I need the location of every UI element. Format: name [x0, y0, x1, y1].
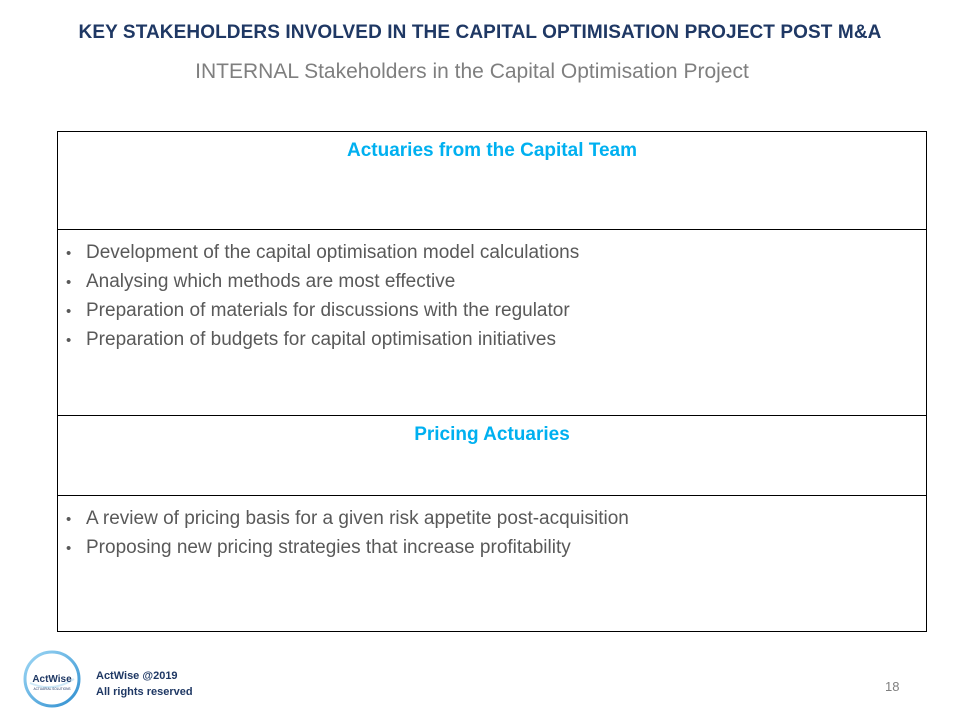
- footer-copyright-block: [96, 668, 193, 700]
- stakeholders-table: [57, 131, 927, 632]
- section-heading-cell: [58, 416, 927, 496]
- bullet-list: [58, 496, 926, 562]
- footer-rights: All rights reserved: [96, 686, 193, 698]
- section-heading-cell: [58, 132, 927, 230]
- list-item: [66, 238, 926, 267]
- list-item: [66, 267, 926, 296]
- section-body-cell: [58, 230, 927, 416]
- section-body-cell: [58, 496, 927, 632]
- slide-title: KEY STAKEHOLDERS INVOLVED IN THE CAPITAL OPTIMISATION PROJECT POST M&A: [78, 22, 882, 43]
- bullet-text: A review of pricing basis for a given risk appetite post-acquisition: [86, 508, 629, 529]
- bullet-text: Development of the capital optimisation model calculations: [86, 242, 580, 263]
- bullet-text: Preparation of materials for discussions with the regulator: [86, 300, 570, 321]
- list-item: [66, 533, 926, 562]
- list-item: [66, 296, 926, 325]
- page-number: 18: [885, 679, 900, 694]
- svg-text:ACTUARIAL SOLUTIONS: ACTUARIAL SOLUTIONS: [33, 687, 71, 691]
- section-heading: Pricing Actuaries: [414, 424, 570, 445]
- actwise-logo-icon: [22, 649, 82, 709]
- bullet-icon: •: [66, 540, 72, 557]
- section-heading: Actuaries from the Capital Team: [346, 140, 637, 161]
- svg-text:ActWise: ActWise: [32, 674, 72, 685]
- list-item: [66, 325, 926, 354]
- bullet-text: Preparation of budgets for capital optimisation initiatives: [86, 329, 556, 350]
- bullet-icon: •: [66, 274, 72, 291]
- footer-copyright: ActWise @2019: [96, 670, 178, 682]
- bullet-icon: •: [66, 245, 72, 262]
- bullet-icon: •: [66, 332, 72, 349]
- slide-subtitle: INTERNAL Stakeholders in the Capital Optimisation Project: [195, 60, 749, 83]
- bullet-icon: •: [66, 303, 72, 320]
- list-item: [66, 504, 926, 533]
- bullet-list: [58, 230, 926, 354]
- bullet-text: Proposing new pricing strategies that increase profitability: [86, 537, 571, 558]
- bullet-icon: •: [66, 511, 72, 528]
- bullet-text: Analysing which methods are most effective: [86, 271, 456, 292]
